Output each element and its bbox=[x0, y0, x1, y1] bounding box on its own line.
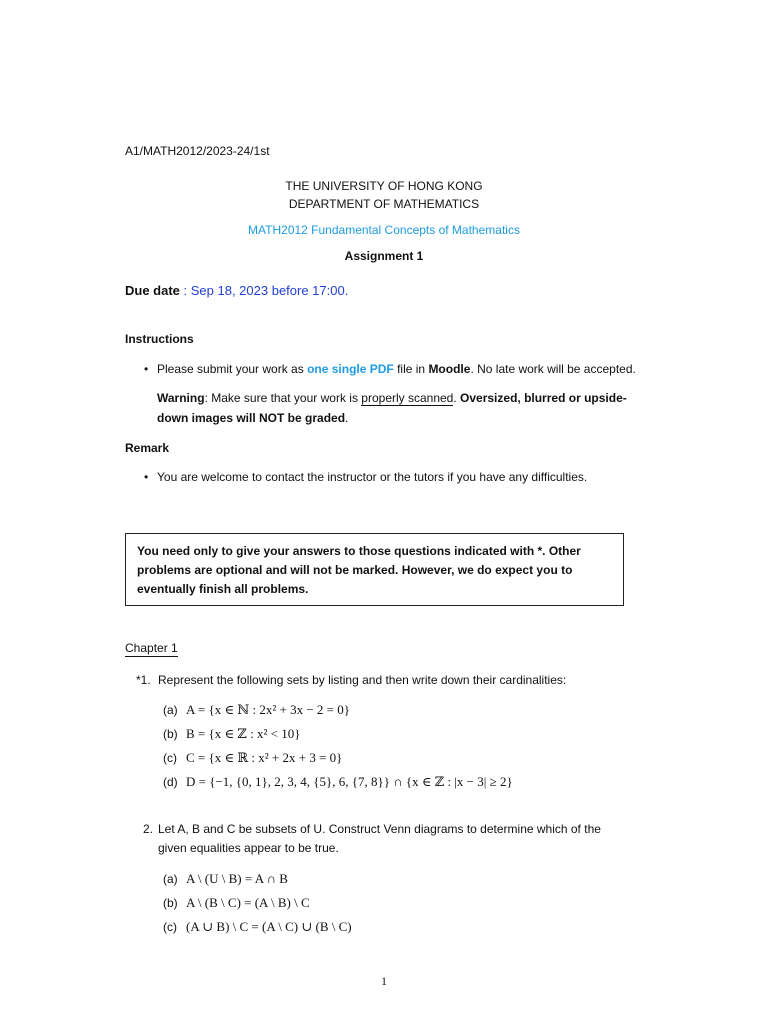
question-text: Represent the following sets by listing and then write down their cardinalities: bbox=[158, 673, 567, 687]
part-expression: A \ (B \ C) = (A \ B) \ C bbox=[186, 895, 310, 910]
part-label: (b) bbox=[163, 727, 178, 741]
warning-sep: . bbox=[453, 391, 461, 405]
instructions-heading: Instructions bbox=[125, 332, 194, 346]
due-date-separator: : bbox=[179, 283, 191, 298]
submit-text-mid: file in bbox=[393, 362, 429, 376]
warning-line-1 bbox=[157, 391, 627, 405]
instruction-submit bbox=[157, 362, 636, 376]
oversized-warning: Oversized, blurred or upside- bbox=[460, 391, 627, 405]
due-date-line bbox=[125, 283, 348, 298]
page-number: 1 bbox=[381, 974, 387, 988]
remark-text: You are welcome to contact the instructor or the tutors if you have any difficulties. bbox=[157, 470, 588, 484]
university-name: THE UNIVERSITY OF HONG KONG bbox=[285, 179, 483, 193]
part-expression: B = {x ∈ ℤ : x² < 10} bbox=[186, 726, 301, 741]
single-pdf-highlight: one single PDF bbox=[307, 362, 394, 376]
warning-period: . bbox=[345, 411, 349, 425]
department-name: DEPARTMENT OF MATHEMATICS bbox=[288, 197, 480, 211]
warning-text: : Make sure that your work is bbox=[204, 391, 362, 405]
assignment-title: Assignment 1 bbox=[344, 249, 424, 263]
remark-heading: Remark bbox=[125, 441, 170, 455]
warning-label: Warning bbox=[157, 391, 205, 405]
part-expression: A \ (U \ B) = A ∩ B bbox=[186, 871, 288, 886]
part-expression: A = {x ∈ ℕ : 2x² + 3x − 2 = 0} bbox=[186, 702, 350, 717]
due-date-value: Sep 18, 2023 before 17:00 bbox=[190, 283, 345, 298]
document-code: A1/MATH2012/2023-24/1st bbox=[125, 144, 270, 158]
due-date-period: . bbox=[344, 283, 349, 298]
marking-notice-box: You need only to give your answers to those questions indicated with *. Other problems are optional and will not be marked. However, we do expect you to eventually finish all problems. bbox=[125, 533, 624, 606]
course-title: MATH2012 Fundamental Concepts of Mathematics bbox=[248, 223, 520, 237]
not-graded-warning: down images will NOT be graded bbox=[157, 411, 346, 425]
warning-line-2 bbox=[157, 411, 348, 425]
late-work-text: . No late work will be accepted. bbox=[470, 362, 636, 376]
chapter-heading bbox=[125, 641, 178, 655]
question-number: *1. bbox=[136, 673, 151, 687]
part-label: (c) bbox=[163, 920, 177, 934]
part-label: (c) bbox=[163, 751, 177, 765]
submit-text: Please submit your work as bbox=[157, 362, 308, 376]
question-text-line-1: Let A, B and C be subsets of U. Construct Venn diagrams to determine which of the bbox=[158, 822, 601, 836]
part-expression: (A ∪ B) \ C = (A \ C) ∪ (B \ C) bbox=[186, 919, 352, 934]
part-label: (b) bbox=[163, 896, 178, 910]
question-text-line-2: given equalities appear to be true. bbox=[158, 841, 339, 855]
properly-scanned-text: properly scanned bbox=[361, 391, 454, 405]
chapter-title: Chapter 1 bbox=[125, 641, 178, 655]
part-expression: D = {−1, {0, 1}, 2, 3, 4, {5}, 6, {7, 8}} ∩ {x ∈ ℤ : |x − 3| ≥ 2} bbox=[186, 774, 513, 789]
due-date-label: Due date bbox=[125, 283, 180, 298]
part-label: (d) bbox=[163, 775, 178, 789]
part-label: (a) bbox=[163, 703, 178, 717]
moodle-highlight: Moodle bbox=[428, 362, 471, 376]
bullet-icon: • bbox=[144, 362, 149, 376]
question-number: 2. bbox=[143, 822, 154, 836]
part-expression: C = {x ∈ ℝ : x² + 2x + 3 = 0} bbox=[186, 750, 343, 765]
part-label: (a) bbox=[163, 872, 178, 886]
bullet-icon: • bbox=[144, 470, 149, 484]
